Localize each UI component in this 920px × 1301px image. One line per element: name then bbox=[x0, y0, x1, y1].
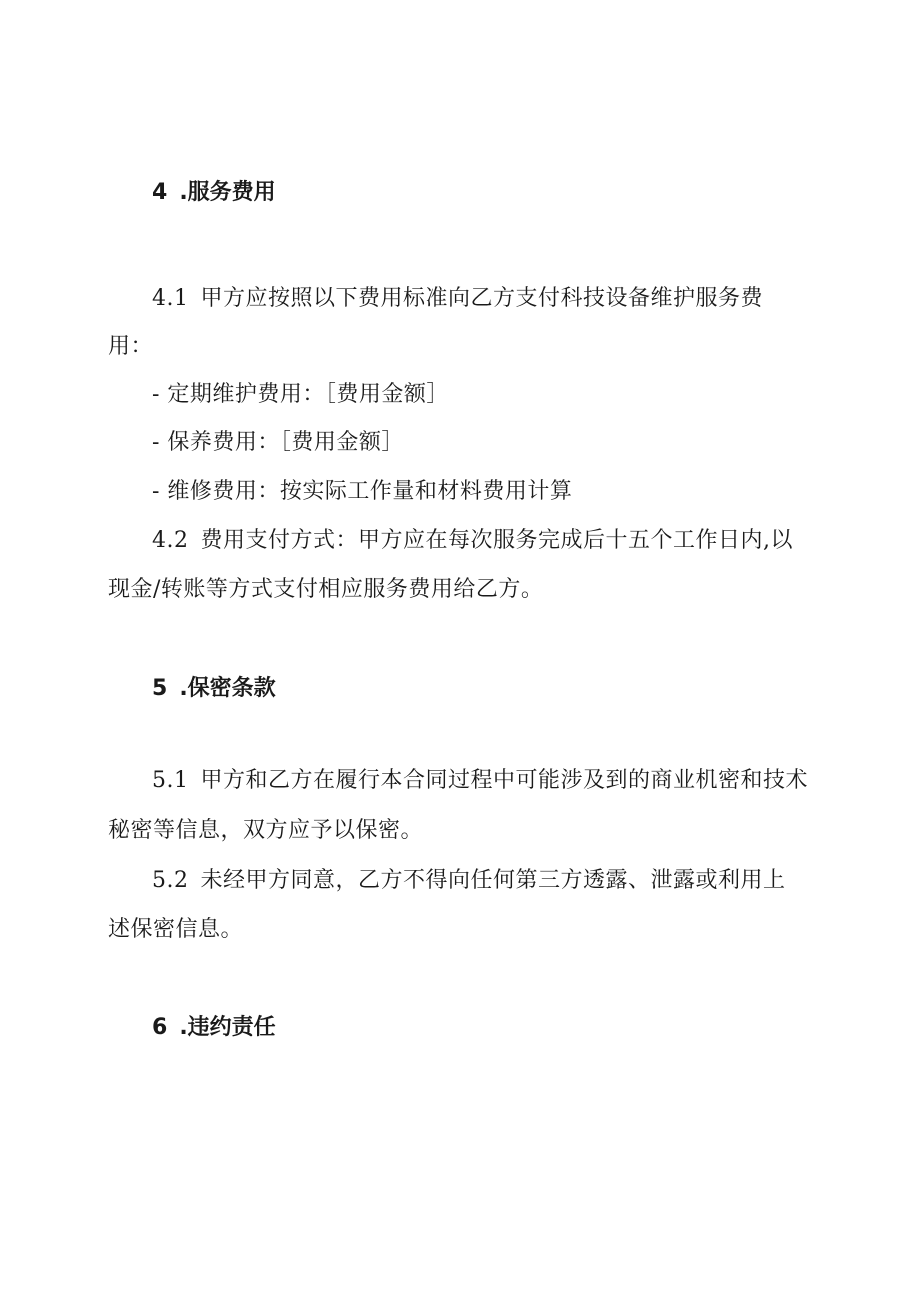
list-item-fee: - 定期维护费用：［费用金额］ bbox=[152, 382, 449, 407]
section-number: 5 bbox=[152, 676, 168, 701]
clause-5-2-line-1 bbox=[152, 866, 786, 896]
section-heading-6 bbox=[152, 1013, 276, 1043]
clause-text: 费用支付方式：甲方应在每次服务完成后十五个工作日内,以 bbox=[200, 528, 793, 553]
section-title: .保密条款 bbox=[179, 676, 276, 701]
clause-4-2-line-1 bbox=[152, 526, 793, 556]
section-number: 6 bbox=[152, 1015, 168, 1040]
clause-text: 甲方和乙方在履行本合同过程中可能涉及到的商业机密和技术 bbox=[200, 768, 809, 793]
section-title: .违约责任 bbox=[179, 1015, 276, 1040]
clause-text: 甲方应按照以下费用标准向乙方支付科技设备维护服务费 bbox=[200, 286, 764, 311]
clause-text: 未经甲方同意，乙方不得向任何第三方透露、泄露或利用上 bbox=[200, 868, 786, 893]
clause-number: 5.1 bbox=[152, 768, 189, 793]
section-number: 4 bbox=[152, 180, 168, 205]
section-heading-5 bbox=[152, 674, 276, 704]
list-item-fee: - 保养费用：［费用金额］ bbox=[152, 430, 404, 455]
clause-5-1-line-2: 秘密等信息，双方应予以保密。 bbox=[108, 818, 424, 843]
clause-number: 4.2 bbox=[152, 528, 189, 553]
clause-5-1-line-1 bbox=[152, 766, 808, 796]
section-heading-4 bbox=[152, 178, 276, 208]
clause-number: 4.1 bbox=[152, 286, 189, 311]
clause-number: 5.2 bbox=[152, 868, 189, 893]
clause-4-1-line-1 bbox=[152, 284, 763, 314]
clause-4-1-line-2: 用： bbox=[108, 334, 154, 359]
clause-5-2-line-2: 述保密信息。 bbox=[108, 917, 244, 942]
clause-4-2-line-2: 现金/转账等方式支付相应服务费用给乙方。 bbox=[108, 577, 544, 602]
list-item-fee: - 维修费用：按实际工作量和材料费用计算 bbox=[152, 479, 573, 504]
section-title: .服务费用 bbox=[179, 180, 276, 205]
